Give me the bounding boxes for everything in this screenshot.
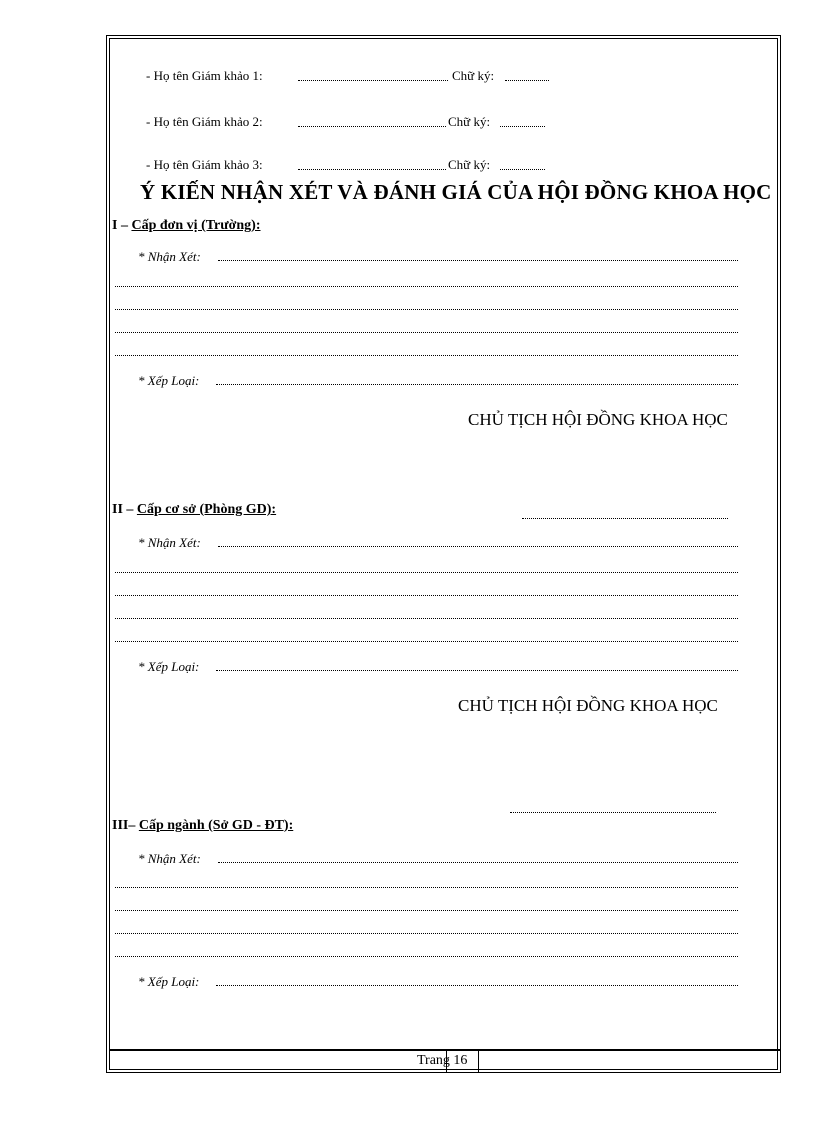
section-3-comment-line-2[interactable] [115,887,738,888]
section-1-chair-title: CHỦ TỊCH HỘI ĐỒNG KHOA HỌC [468,410,728,429]
section-3-date-line[interactable] [510,812,716,813]
section-3-rating-label: * Xếp Loại: [138,974,200,989]
section-2-comment-label: * Nhận Xét: [138,535,201,550]
section-1-comment-line-3[interactable] [115,309,738,310]
section-1-comment-line-1[interactable] [218,260,738,261]
section-3-comment-line-5[interactable] [115,956,738,957]
section-1-heading [112,218,261,234]
section-2-rating-line[interactable] [216,670,738,671]
footer-separator-right [478,1049,479,1073]
page-number: Trang 16 [417,1053,468,1068]
examiner-3-sign-line[interactable] [500,169,545,170]
section-3-number: III– [112,818,136,833]
section-2-chair-title: CHỦ TỊCH HỘI ĐỒNG KHOA HỌC [458,696,718,715]
section-1-number: I – [112,218,128,233]
section-2-comment-line-2[interactable] [115,572,738,573]
section-3-comment-line-1[interactable] [218,862,738,863]
section-3-title: Cấp ngành (Sở GD - ĐT): [138,818,294,833]
section-2-rating-label: * Xếp Loại: [138,659,200,674]
examiner-1-sign-label: Chữ ký: [452,68,495,83]
section-2-title: Cấp cơ sở (Phòng GD): [136,502,277,517]
section-1-comment-line-4[interactable] [115,332,738,333]
examiner-2-label: - Họ tên Giám khảo 2: [146,114,263,129]
section-2-comment-line-1[interactable] [218,546,738,547]
examiner-1-label: - Họ tên Giám khảo 1: [146,68,263,83]
section-1-rating-label: * Xếp Loại: [138,373,200,388]
examiner-2-sign-label: Chữ ký: [448,114,491,129]
section-1-comment-line-5[interactable] [115,355,738,356]
examiner-3-name-line[interactable] [298,169,446,170]
examiner-3-sign-label: Chữ ký: [448,157,491,172]
section-3-comment-label: * Nhận Xét: [138,851,201,866]
section-2-date-line[interactable] [522,518,728,519]
section-2-number: II – [112,502,134,517]
examiner-1-sign-line[interactable] [505,80,549,81]
section-2-heading [112,502,276,518]
examiner-2-name-line[interactable] [298,126,446,127]
section-2-comment-line-3[interactable] [115,595,738,596]
section-2-comment-line-5[interactable] [115,641,738,642]
section-3-rating-line[interactable] [216,985,738,986]
section-3-comment-line-3[interactable] [115,910,738,911]
section-1-rating-line[interactable] [216,384,738,385]
section-1-title: Cấp đơn vị (Trường): [131,218,261,233]
section-3-comment-line-4[interactable] [115,933,738,934]
section-1-comment-line-2[interactable] [115,286,738,287]
examiner-1-name-line[interactable] [298,80,448,81]
section-2-comment-line-4[interactable] [115,618,738,619]
page-title: Ý KIẾN NHẬN XÉT VÀ ĐÁNH GIÁ CỦA HỘI ĐỒNG KHOA HỌC [140,180,772,204]
section-1-comment-label: * Nhận Xét: [138,249,201,264]
examiner-2-sign-line[interactable] [500,126,545,127]
section-3-heading [112,818,293,834]
examiner-3-label: - Họ tên Giám khảo 3: [146,157,263,172]
